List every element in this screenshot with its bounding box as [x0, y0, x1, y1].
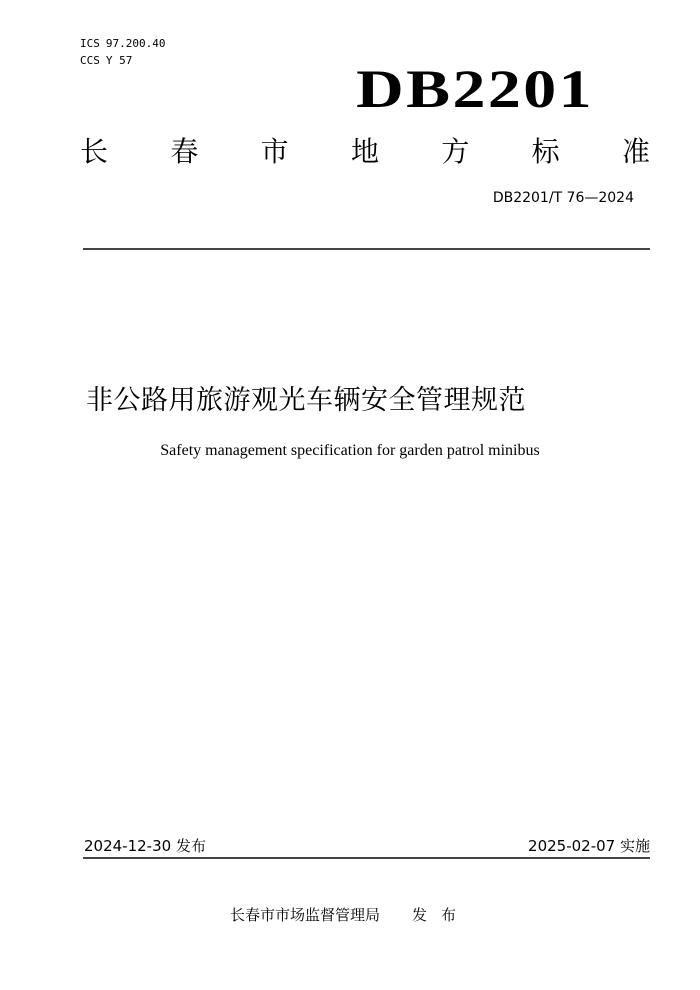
ics-code: 97.200.40: [105, 37, 166, 50]
classification-block: [80, 35, 171, 69]
issuer-line: [0, 904, 700, 925]
ccs-code: Y 57: [105, 54, 133, 67]
standard-number: DB2201/T 76—2024: [492, 190, 634, 206]
ccs-label: CCS: [80, 54, 100, 67]
publish-date: 2024-12-30 发布: [84, 837, 206, 855]
db-logo: DB2201: [356, 59, 594, 119]
standard-type-char: 准: [621, 135, 650, 168]
standard-type-char: 春: [170, 135, 199, 168]
standard-type-char: 方: [441, 135, 470, 168]
document-title-en: Safety management specification for garden patrol minibus: [160, 442, 540, 459]
standard-type-char: 地: [350, 135, 379, 168]
bottom-divider: [83, 857, 650, 859]
ics-row: [80, 35, 171, 52]
issuer-verb: 发布: [412, 906, 471, 924]
top-divider: [83, 248, 650, 250]
standard-type: [80, 132, 650, 172]
issuer-name: 长春市市场监督管理局: [229, 906, 380, 924]
standard-type-char: 长: [80, 135, 109, 168]
standard-type-char: 市: [260, 135, 289, 168]
implement-date: 2025-02-07 实施: [528, 837, 650, 855]
ics-label: ICS: [80, 37, 100, 50]
ccs-row: [80, 52, 171, 69]
standard-type-char: 标: [531, 135, 560, 168]
document-title-cn: 非公路用旅游观光车辆安全管理规范: [86, 385, 526, 416]
